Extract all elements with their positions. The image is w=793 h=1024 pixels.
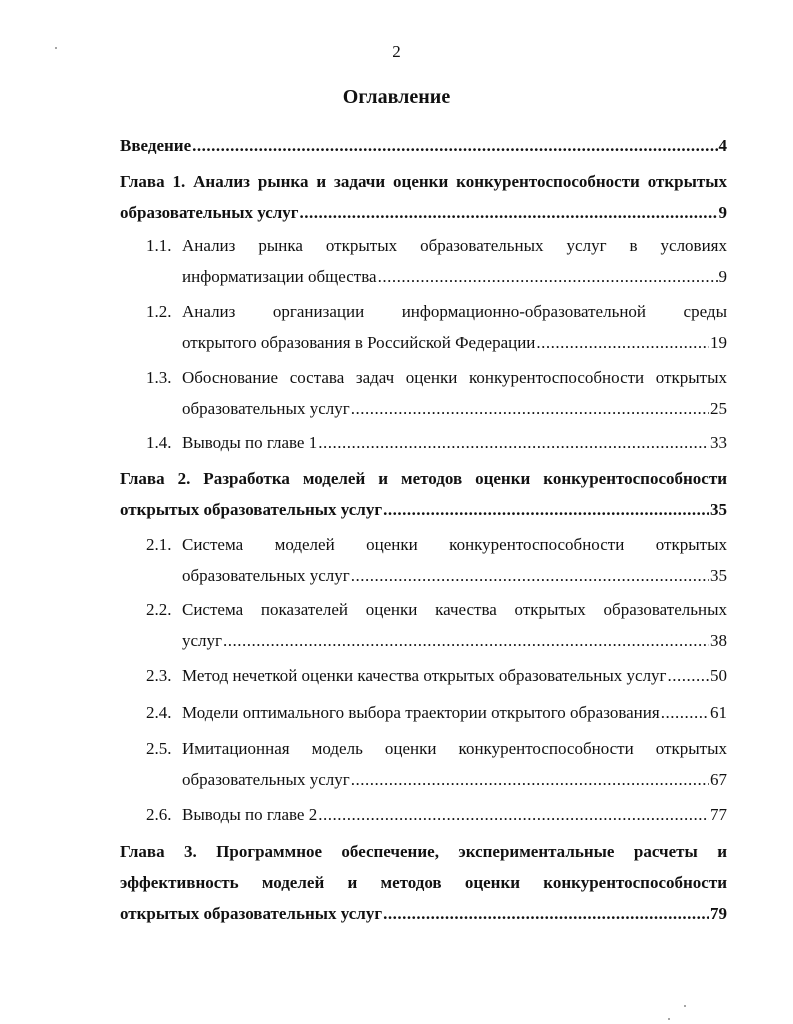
dot-leader: [192, 130, 717, 161]
section-number: 1.2.: [146, 302, 172, 321]
section-number: 2.4.: [146, 703, 172, 722]
toc-entry-title-line: Анализ рынка открытых образовательных услуг в условиях: [182, 236, 727, 255]
toc-entry-title-line: Выводы по главе 1: [182, 433, 318, 452]
toc-entry-title-line: Система показателей оценки качества открытых образовательных: [182, 600, 727, 619]
section-number: 2.5.: [146, 739, 172, 758]
toc-entry-section-2-1[interactable]: [146, 529, 727, 591]
toc-entry-section-1-4[interactable]: [146, 427, 727, 458]
toc-entry-title-line: открытых образовательных услуг: [120, 500, 383, 519]
toc-entry-title-line: Имитационная модель оценки конкурентоспособности открытых: [182, 739, 727, 758]
toc-entry-section-2-5[interactable]: [146, 733, 727, 795]
toc-entry-title-line: образовательных услуг: [182, 566, 350, 585]
toc-page-number: 50: [710, 666, 727, 685]
dot-leader: [378, 261, 718, 292]
toc-entry-title-line: образовательных услуг: [182, 399, 350, 418]
dot-leader: [300, 197, 718, 228]
toc-entry-chapter-1[interactable]: [120, 166, 727, 228]
toc-entry-title-line: открытых образовательных услуг: [120, 904, 383, 923]
toc-page-number: 25: [710, 399, 727, 418]
toc-entry-title-line: Анализ организации информационно-образовательной среды: [182, 302, 727, 321]
section-number: 1.3.: [146, 368, 172, 387]
dot-leader: [383, 898, 709, 929]
toc-entry-section-1-2[interactable]: [146, 296, 727, 358]
dot-leader: [383, 494, 709, 525]
toc-entry-title-line: образовательных услуг: [120, 203, 299, 222]
toc-entry-section-2-2[interactable]: [146, 594, 727, 656]
toc-page-number: 79: [710, 904, 727, 923]
toc-page-number: 9: [718, 267, 727, 286]
toc-entry-intro[interactable]: [120, 130, 727, 161]
section-number: 1.4.: [146, 433, 172, 452]
toc-entry-title-line: услуг: [182, 631, 223, 650]
toc-entry-section-1-3[interactable]: [146, 362, 727, 424]
toc-entry-title: Введение: [120, 136, 192, 155]
toc-entry-chapter-2[interactable]: [120, 463, 727, 525]
toc-page-number: 38: [710, 631, 727, 650]
scan-speck: [668, 1018, 670, 1020]
section-number: 2.1.: [146, 535, 172, 554]
toc-page-number: 35: [710, 500, 727, 519]
toc-entry-title-line: Обоснование состава задач оценки конкурентоспособности открытых: [182, 368, 727, 387]
dot-leader: [318, 799, 709, 830]
toc-page-number: 19: [710, 333, 727, 352]
toc-entry-title-line: Модели оптимального выбора траектории открытого образования: [182, 703, 660, 722]
dot-leader: [351, 764, 709, 795]
section-number: 2.6.: [146, 805, 172, 824]
toc-entry-chapter-3[interactable]: [120, 836, 727, 929]
toc-entry-title-line: Глава 1. Анализ рынка и задачи оценки конкурентоспособности открытых: [120, 172, 727, 191]
scan-speck: [55, 47, 57, 49]
dot-leader: [351, 560, 709, 591]
toc-entry-section-2-3[interactable]: [146, 660, 727, 691]
toc-entry-title-line: Система моделей оценки конкурентоспособности открытых: [182, 535, 727, 554]
toc-entry-title-line: Метод нечеткой оценки качества открытых образовательных услуг: [182, 666, 667, 685]
section-number: 2.3.: [146, 666, 172, 685]
toc-title: Оглавление: [342, 86, 451, 108]
toc-entry-section-1-1[interactable]: [146, 230, 727, 292]
toc-page-number: 9: [718, 203, 727, 222]
dot-leader: [668, 660, 709, 691]
scan-speck: [684, 1005, 686, 1007]
toc-entry-title-line: открытого образования в Российской Федерации: [182, 333, 536, 352]
toc-entry-section-2-4[interactable]: [146, 697, 727, 728]
toc-page-number: 33: [710, 433, 727, 452]
toc-entry-title-line: информатизации общества: [182, 267, 377, 286]
dot-leader: [223, 625, 709, 656]
toc-entry-section-2-6[interactable]: [146, 799, 727, 830]
toc-page-number: 67: [710, 770, 727, 789]
dot-leader: [661, 697, 709, 728]
dot-leader: [351, 393, 709, 424]
section-number: 1.1.: [146, 236, 172, 255]
toc-page-number: 61: [710, 703, 727, 722]
toc-entry-title-line: Глава 3. Программное обеспечение, экспериментальные расчеты и: [120, 842, 727, 861]
dot-leader: [536, 327, 709, 358]
toc-entry-title-line: эффективность моделей и методов оценки конкурентоспособности: [120, 873, 727, 892]
section-number: 2.2.: [146, 600, 172, 619]
toc-entry-title-line: Глава 2. Разработка моделей и методов оценки конкурентоспособности: [120, 469, 727, 488]
toc-page-number: 77: [710, 805, 727, 824]
toc-page-number: 4: [718, 136, 727, 155]
toc-entry-title-line: Выводы по главе 2: [182, 805, 318, 824]
toc-entry-title-line: образовательных услуг: [182, 770, 350, 789]
toc-page-number: 35: [710, 566, 727, 585]
page-number: 2: [392, 42, 401, 61]
dot-leader: [318, 427, 709, 458]
